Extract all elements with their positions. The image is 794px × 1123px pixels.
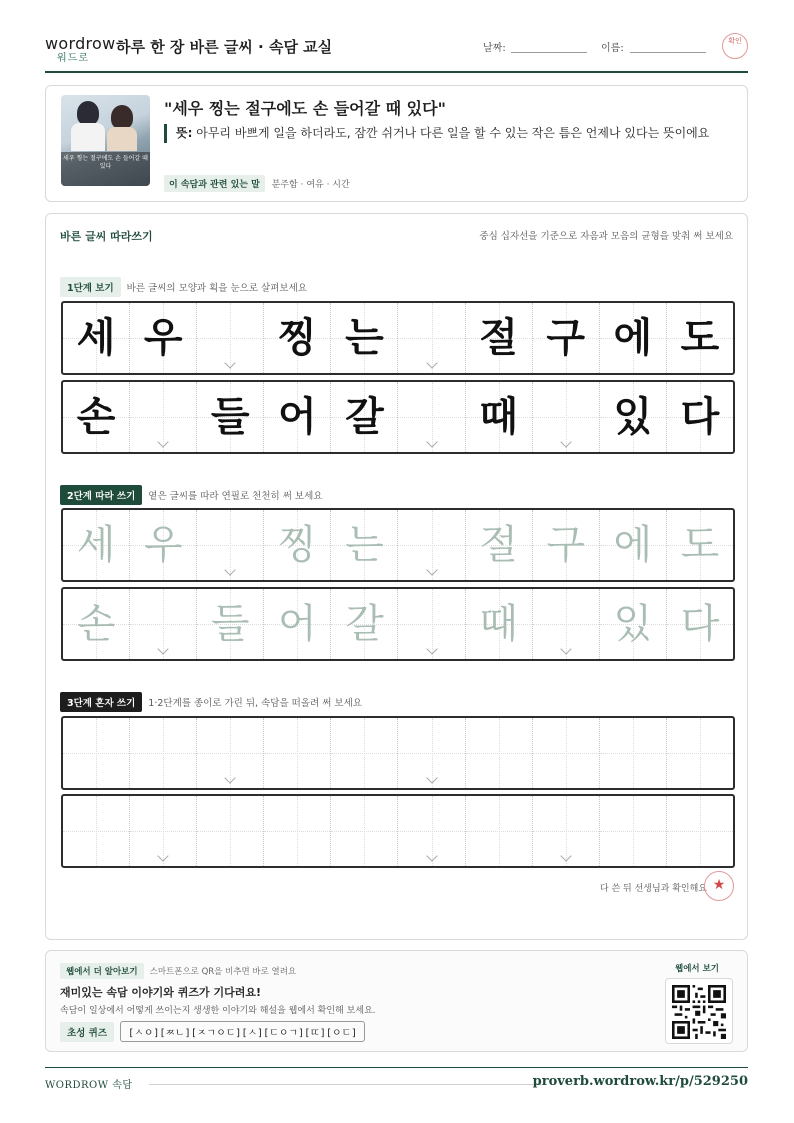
grid-cell xyxy=(130,589,197,659)
space-mark-icon xyxy=(426,850,437,861)
grid-char: 때 xyxy=(479,601,518,647)
proverb-meaning xyxy=(164,124,734,143)
page-header xyxy=(45,30,748,73)
web-tag: 웹에서 더 알아보기 xyxy=(60,963,144,979)
step2-header xyxy=(60,485,322,505)
grid-char: 손 xyxy=(76,394,116,440)
grid-char: 우 xyxy=(143,315,183,361)
grid-cell xyxy=(466,382,533,452)
grid-cell xyxy=(600,589,667,659)
space-mark-icon xyxy=(157,436,168,447)
step3-row-2[interactable] xyxy=(61,794,735,868)
check-stamp xyxy=(722,33,748,59)
grid-cell[interactable] xyxy=(130,718,197,788)
step2-badge: 2단계 따라 쓰기 xyxy=(60,485,142,505)
grid-cell xyxy=(331,510,398,580)
grid-cell xyxy=(63,303,130,373)
grid-char: 는 xyxy=(345,522,384,568)
grid-cell xyxy=(600,510,667,580)
grid-cell xyxy=(398,303,465,373)
grid-cell[interactable] xyxy=(398,796,465,866)
space-mark-icon xyxy=(560,850,571,861)
related-label: 이 속담과 관련 있는 말 xyxy=(164,175,265,192)
grid-cell[interactable] xyxy=(331,718,398,788)
grid-char: 구 xyxy=(546,315,586,361)
grid-char: 세 xyxy=(76,522,116,568)
grid-char: 다 xyxy=(680,394,720,440)
grid-cell xyxy=(197,510,264,580)
grid-cell xyxy=(264,382,331,452)
proverb-illustration xyxy=(61,95,150,186)
footer-brand: WORDROW 속담 xyxy=(45,1080,133,1091)
space-mark-icon xyxy=(426,436,437,447)
step2-row-2[interactable] xyxy=(61,587,735,661)
grid-cell xyxy=(466,510,533,580)
web-headline: 재미있는 속담 이야기와 퀴즈가 기다려요! xyxy=(60,986,261,999)
space-mark-icon xyxy=(157,850,168,861)
grid-char: 갈 xyxy=(345,601,384,647)
grid-cell xyxy=(667,382,733,452)
step3-row-1[interactable] xyxy=(61,716,735,790)
grid-char: 도 xyxy=(680,522,720,568)
grid-cell xyxy=(331,382,398,452)
grid-cell[interactable] xyxy=(130,796,197,866)
grid-cell xyxy=(600,382,667,452)
web-tag-desc: 스마트폰으로 QR을 비추면 바로 열려요 xyxy=(149,967,297,977)
page-footer xyxy=(45,1067,748,1091)
grid-cell[interactable] xyxy=(600,718,667,788)
check-text: 다 쓴 뒤 선생님과 확인해요 xyxy=(599,884,707,894)
space-mark-icon xyxy=(560,436,571,447)
grid-cell[interactable] xyxy=(197,718,264,788)
grid-char: 절 xyxy=(479,522,518,568)
space-mark-icon xyxy=(225,357,236,368)
quiz-value: [ㅅㅇ][ㅉㄴ][ㅈㄱㅇㄷ][ㅅ][ㄷㅇㄱ][ㄸ][ㅇㄷ] xyxy=(120,1021,365,1042)
grid-char: 세 xyxy=(76,315,116,361)
grid-char: 어 xyxy=(278,601,317,647)
step1-row-2 xyxy=(61,380,735,454)
step3-header xyxy=(60,692,362,712)
space-mark-icon xyxy=(426,772,437,783)
grid-cell xyxy=(264,303,331,373)
grid-cell xyxy=(466,303,533,373)
page-title: 하루 한 장 바른 글씨 · 속담 교실 xyxy=(116,38,333,56)
web-tag-line xyxy=(60,963,296,979)
grid-cell xyxy=(533,382,600,452)
step2-row-1[interactable] xyxy=(61,508,735,582)
grid-char: 우 xyxy=(143,522,183,568)
meaning-text: 아무리 바쁘게 일을 하더라도, 잠깐 쉬거나 다른 일을 할 수 있는 작은 틈은 언제나 있다는 뜻이에요 xyxy=(196,126,710,140)
grid-char: 에 xyxy=(613,315,653,361)
grid-char: 있 xyxy=(613,394,653,440)
grid-cell[interactable] xyxy=(466,718,533,788)
grid-char: 찡 xyxy=(278,315,317,361)
grid-cell xyxy=(63,589,130,659)
grid-cell xyxy=(331,589,398,659)
practice-guide: 중심 십자선을 기준으로 자음과 모음의 균형을 맞춰 써 보세요 xyxy=(479,231,733,242)
name-field[interactable] xyxy=(630,52,706,53)
step1-badge: 1단계 보기 xyxy=(60,277,121,297)
grid-cell[interactable] xyxy=(533,718,600,788)
grid-char: 때 xyxy=(479,394,518,440)
grid-cell xyxy=(398,589,465,659)
grid-char: 다 xyxy=(680,601,720,647)
grid-cell[interactable] xyxy=(667,796,733,866)
qr-label: 웹에서 보기 xyxy=(674,964,719,974)
grid-cell[interactable] xyxy=(533,796,600,866)
stamp-text: 확인 xyxy=(728,37,742,45)
web-desc: 속담이 일상에서 어떻게 쓰이는지 생생한 이야기와 해설을 웹에서 확인해 보세요. xyxy=(60,1006,376,1016)
quiz-line xyxy=(60,1021,365,1042)
grid-cell[interactable] xyxy=(466,796,533,866)
space-mark-icon xyxy=(426,357,437,368)
grid-cell xyxy=(331,303,398,373)
logo-subtext: 워드로 xyxy=(57,53,89,64)
grid-cell[interactable] xyxy=(63,796,130,866)
grid-cell[interactable] xyxy=(398,718,465,788)
step1-header xyxy=(60,277,307,297)
practice-title: 바른 글씨 따라쓰기 xyxy=(60,230,153,243)
grid-cell[interactable] xyxy=(63,718,130,788)
step3-desc: 1·2단계를 종이로 가린 뒤, 속담을 떠올려 써 보세요 xyxy=(148,698,362,709)
grid-char: 손 xyxy=(76,601,116,647)
grid-cell[interactable] xyxy=(667,718,733,788)
grid-cell xyxy=(63,382,130,452)
grid-cell xyxy=(600,303,667,373)
grid-cell xyxy=(130,303,197,373)
grid-cell[interactable] xyxy=(600,796,667,866)
grid-char: 있 xyxy=(613,601,653,647)
grid-cell xyxy=(197,382,264,452)
grid-char: 갈 xyxy=(345,394,384,440)
qr-code[interactable] xyxy=(665,978,733,1044)
space-mark-icon xyxy=(426,643,437,654)
grid-char: 들 xyxy=(210,601,250,647)
step3-badge: 3단계 혼자 쓰기 xyxy=(60,692,142,712)
star-stamp-icon: ★ xyxy=(704,871,734,901)
logo-text: wordrow xyxy=(45,34,116,53)
grid-cell xyxy=(533,589,600,659)
grid-cell xyxy=(264,589,331,659)
grid-char: 구 xyxy=(546,522,586,568)
logo xyxy=(45,34,116,64)
grid-char: 들 xyxy=(210,394,250,440)
footer-divider xyxy=(149,1084,542,1085)
date-label: 날짜: xyxy=(483,43,506,54)
grid-cell[interactable] xyxy=(264,796,331,866)
illustration-caption: 세우 찡는 절구에도 손 들어갈 때 있다 xyxy=(61,152,150,186)
grid-cell xyxy=(264,510,331,580)
meaning-label: 뜻: xyxy=(176,126,193,140)
space-mark-icon xyxy=(225,772,236,783)
grid-cell[interactable] xyxy=(197,796,264,866)
related-list: 분주함 · 여유 · 시간 xyxy=(271,180,350,190)
quiz-label: 초성 퀴즈 xyxy=(60,1022,114,1042)
grid-cell xyxy=(197,589,264,659)
grid-cell xyxy=(398,510,465,580)
practice-section xyxy=(45,213,748,940)
qr-code-icon xyxy=(672,985,726,1039)
space-mark-icon xyxy=(157,643,168,654)
grid-cell xyxy=(130,382,197,452)
grid-char: 에 xyxy=(613,522,653,568)
grid-char: 어 xyxy=(278,394,317,440)
grid-cell xyxy=(197,303,264,373)
grid-cell xyxy=(533,510,600,580)
grid-cell xyxy=(667,510,733,580)
step1-desc: 바른 글씨의 모양과 획을 눈으로 살펴보세요 xyxy=(126,283,307,294)
proverb-card xyxy=(45,85,748,202)
grid-cell xyxy=(667,589,733,659)
space-mark-icon xyxy=(560,643,571,654)
grid-char: 는 xyxy=(345,315,384,361)
grid-cell xyxy=(130,510,197,580)
grid-cell[interactable] xyxy=(331,796,398,866)
grid-cell xyxy=(63,510,130,580)
grid-cell xyxy=(533,303,600,373)
grid-cell[interactable] xyxy=(264,718,331,788)
grid-cell xyxy=(667,303,733,373)
space-mark-icon xyxy=(225,564,236,575)
name-label: 이름: xyxy=(601,43,624,54)
step2-desc: 옅은 글씨를 따라 연필로 천천히 써 보세요 xyxy=(148,491,323,502)
proverb-title: "세우 찡는 절구에도 손 들어갈 때 있다" xyxy=(164,99,446,118)
grid-cell xyxy=(466,589,533,659)
footer-url[interactable]: proverb.wordrow.kr/p/529250 xyxy=(532,1074,748,1089)
grid-char: 절 xyxy=(479,315,518,361)
space-mark-icon xyxy=(426,564,437,575)
grid-char: 찡 xyxy=(278,522,317,568)
grid-char: 도 xyxy=(680,315,720,361)
step1-row-1 xyxy=(61,301,735,375)
grid-cell xyxy=(398,382,465,452)
web-card xyxy=(45,950,748,1052)
date-field[interactable] xyxy=(511,52,587,53)
related-words xyxy=(164,175,350,192)
